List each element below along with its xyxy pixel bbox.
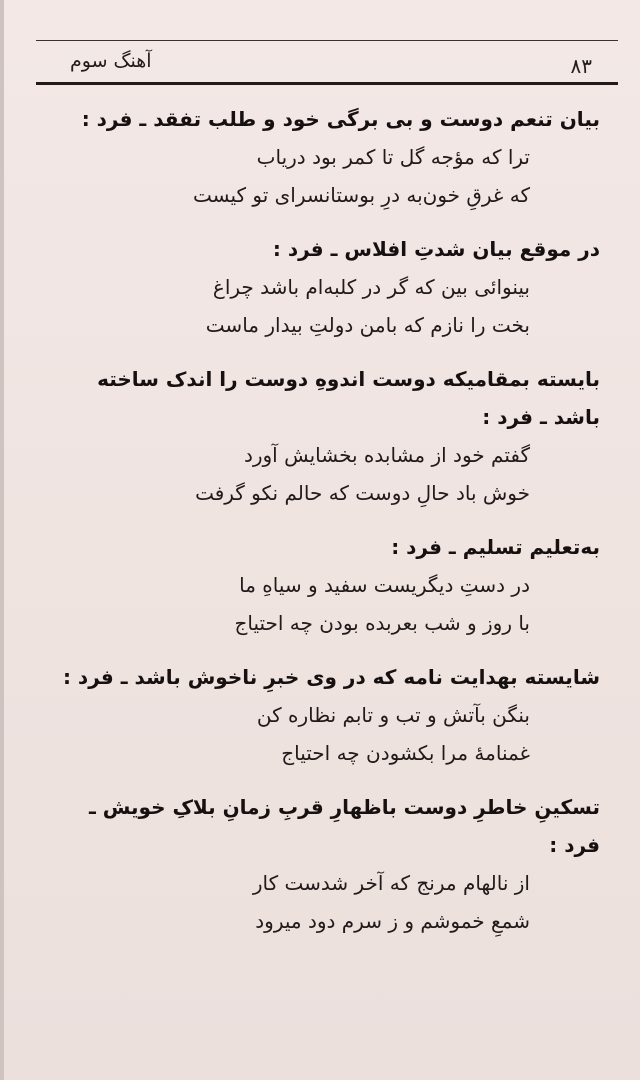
- verse-line: غمنامهٔ مرا بکشودن چه احتیاج: [281, 741, 530, 765]
- verse-line: بینوائی بین که گر در کلبه‌ام باشد چراغ: [212, 275, 530, 299]
- section-5: [60, 658, 600, 772]
- verse-line: شمعِ خموشم و ز سرم دود میرود: [255, 909, 530, 933]
- verse-line: خوش باد حالِ دوست که حالم نکو گرفت: [195, 481, 530, 505]
- section-4: [60, 528, 600, 642]
- section-heading: بیان تنعم دوست و بی برگی خود و طلب تفقد ـ فرد :: [81, 107, 600, 131]
- section-heading: تسکینِ خاطرِ دوست باظهارِ قربِ زمانِ بلاکِ خویش ـ فرد :: [88, 795, 600, 857]
- running-head-title: آهنگ سوم: [70, 50, 152, 72]
- verse-line: گفتم خود از مشابده بخشایش آورد: [243, 443, 530, 467]
- section-3: [60, 360, 600, 512]
- section-1: [60, 100, 600, 214]
- page-body: [60, 100, 600, 956]
- section-heading: شایسته بهدایت نامه که در وی خبرِ ناخوش باشد ـ فرد :: [62, 665, 600, 689]
- page-number: ۸۳: [570, 54, 592, 78]
- verse-line: بخت را نازم که بامن دولتِ بیدار ماست: [205, 313, 530, 337]
- verse-line: از نالهام مرنج که آخر شدست کار: [252, 871, 530, 895]
- verse-line: ترا که مؤجه گل تا کمر بود دریاب: [256, 145, 530, 169]
- verse-line: بنگن بآتش و تب و تابم نظاره کن: [256, 703, 530, 727]
- verse-line: در دستِ دیگریست سفید و سیاهِ ما: [239, 573, 530, 597]
- page-edge: [0, 0, 4, 1080]
- header-bottom-rule: [36, 82, 618, 85]
- verse-line: با روز و شب بعربده بودن چه احتیاج: [234, 611, 530, 635]
- section-2: [60, 230, 600, 344]
- verse-line: که غرقِ خون‌به درِ بوستانسرای تو کیست: [192, 183, 530, 207]
- section-6: [60, 788, 600, 940]
- header-top-rule: [36, 40, 618, 41]
- section-heading: در موقع بیان شدتِ افلاس ـ فرد :: [272, 237, 600, 261]
- section-heading: به‌تعلیم تسلیم ـ فرد :: [391, 535, 600, 559]
- section-heading: بایسته بمقامیکه دوست اندوهِ دوست را اندک ساخته باشد ـ فرد :: [97, 367, 600, 429]
